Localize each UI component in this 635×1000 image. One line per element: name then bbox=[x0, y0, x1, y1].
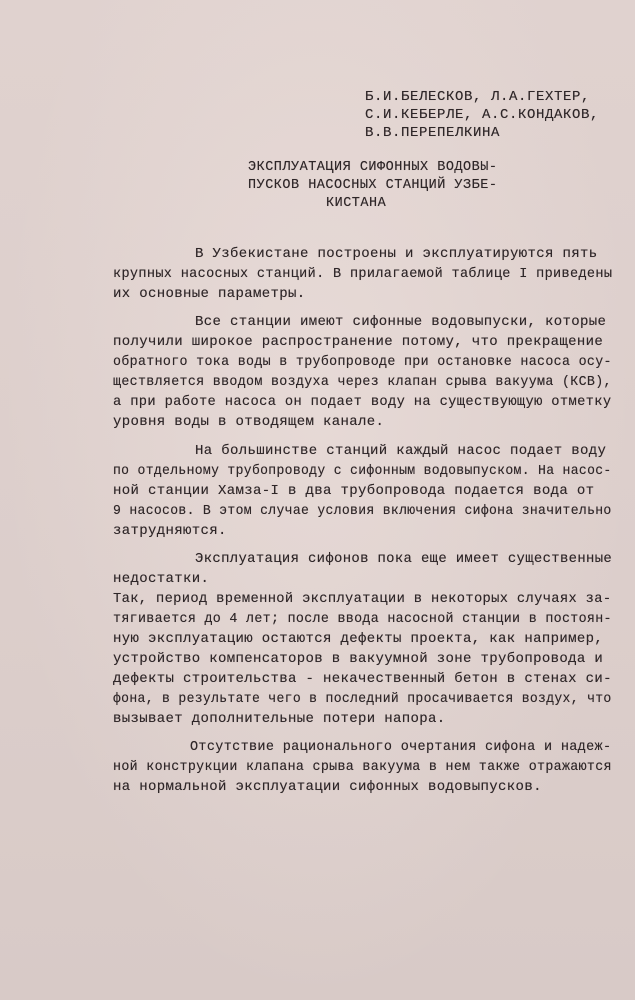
text-line: Отсутствие рационального очертания сифона и надеж- bbox=[190, 739, 612, 755]
text-line: крупных насосных станций. В прилагаемой таблице I приведены bbox=[113, 266, 613, 282]
text-line: затрудняются. bbox=[113, 523, 227, 539]
text-line: В Узбекистане построены и эксплуатируются пять bbox=[195, 246, 598, 262]
text-line: Все станции имеют сифонные водовыпуски, которые bbox=[195, 314, 607, 330]
title-line: ПУСКОВ НАСОСНЫХ СТАНЦИЙ УЗБЕ- bbox=[248, 178, 498, 193]
text-line: по отдельному трубопроводу с сифонным водовыпуском. На насос- bbox=[113, 463, 612, 479]
text-line: уровня воды в отводящем канале. bbox=[113, 414, 385, 430]
text-line: на нормальной эксплуатации сифонных водовыпусков. bbox=[113, 779, 542, 795]
text-line: ную эксплуатацию остаются дефекты проекта, как например, bbox=[113, 631, 604, 647]
text-line: дефекты строительства - некачественный бетон в стенах си- bbox=[113, 671, 612, 687]
text-line: ной конструкции клапана срыва вакуума в нем также отражаются bbox=[113, 759, 612, 775]
text-line: 9 насосов. В этом случае условия включения сифона значительно bbox=[113, 503, 612, 519]
text-line: устройство компенсаторов в вакуумной зоне трубопровода и bbox=[113, 651, 604, 667]
text-line: вызывает дополнительные потери напора. bbox=[113, 711, 446, 727]
text-line: На большинстве станций каждый насос подает воду bbox=[195, 443, 607, 459]
text-line: ществляется вводом воздуха через клапан срыва вакуума (КСВ), bbox=[113, 374, 612, 390]
text-line: получили широкое распространение потому, что прекращение bbox=[113, 334, 604, 350]
author-line: В.В.ПЕРЕПЕЛКИНА bbox=[365, 125, 501, 141]
title-line: ЭКСПЛУАТАЦИЯ СИФОННЫХ ВОДОВЫ- bbox=[248, 160, 498, 175]
text-line: а при работе насоса он подает воду на существующую отметку bbox=[113, 394, 612, 410]
text-line: Так, период временной эксплуатации в некоторых случаях за- bbox=[113, 591, 612, 607]
text-line: обратного тока воды в трубопроводе при остановке насоса осу- bbox=[113, 354, 612, 370]
text-line: ной станции Хамза-I в два трубопровода подается вода от bbox=[113, 483, 595, 499]
text-line: недостатки. bbox=[113, 571, 210, 587]
text-line: тягивается до 4 лет; после ввода насосной станции в постоян- bbox=[113, 611, 612, 627]
text-line: их основные параметры. bbox=[113, 286, 306, 302]
text-line: фона, в результате чего в последний просачивается воздух, что bbox=[113, 691, 612, 707]
author-line: С.И.КЕБЕРЛЕ, А.С.КОНДАКОВ, bbox=[365, 107, 600, 123]
title-line: КИСТАНА bbox=[326, 196, 387, 211]
text-line: Эксплуатация сифонов пока еще имеет существенные bbox=[195, 551, 613, 567]
author-line: Б.И.БЕЛЕСКОВ, Л.А.ГЕХТЕР, bbox=[365, 89, 591, 105]
